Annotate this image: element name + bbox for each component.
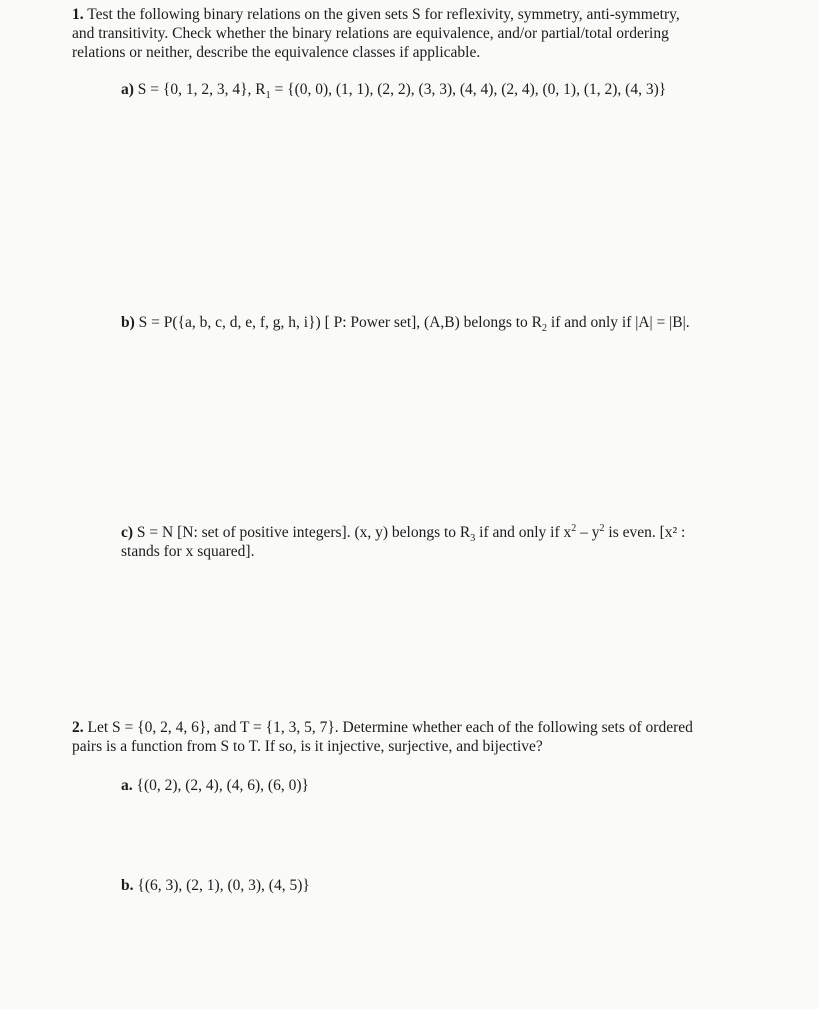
q1-part-c <box>121 522 686 545</box>
q1-line-2: and transitivity. Check whether the binary relations are equivalence, and/or partial/total ordering <box>72 25 669 42</box>
q2-part-a <box>121 776 309 795</box>
q2-a-text: {(0, 2), (2, 4), (4, 6), (6, 0)} <box>136 777 309 794</box>
q1-line-1 <box>72 5 680 24</box>
part-b-label: b) <box>121 314 135 331</box>
q2-b-text: {(6, 3), (2, 1), (0, 3), (4, 5)} <box>137 877 310 894</box>
q2-b-label: b. <box>121 877 134 894</box>
part-a-label: a) <box>121 81 134 98</box>
superscript: 2 <box>599 522 605 534</box>
subscript: 1 <box>265 90 271 102</box>
part-c-label: c) <box>121 524 134 541</box>
q2-a-label: a. <box>121 777 133 794</box>
subscript: 2 <box>542 323 548 335</box>
part-b-text-post: if and only if |A| = |B|. <box>547 314 690 331</box>
part-c-text-mid2: – y <box>576 524 600 541</box>
q1-number: 1. <box>72 6 84 23</box>
q2-line-1 <box>72 718 693 737</box>
q1-text: Test the following binary relations on the given sets S for reflexivity, symmetry, anti-symmetry, <box>87 6 680 23</box>
part-b-text: S = P({a, b, c, d, e, f, g, h, i}) [ P: Power set], (A,B) belongs to R <box>138 314 543 331</box>
q1-line-3: relations or neither, describe the equivalence classes if applicable. <box>72 44 481 61</box>
q2-line-2: pairs is a function from S to T. If so, is it injective, surjective, and bijective? <box>72 738 543 755</box>
part-c-text: S = N [N: set of positive integers]. (x, y) belongs to R <box>136 524 471 541</box>
q2-text: Let S = {0, 2, 4, 6}, and T = {1, 3, 5, 7}. Determine whether each of the following sets of ordered <box>87 719 693 736</box>
part-a-text: S = {0, 1, 2, 3, 4}, R <box>137 81 266 98</box>
part-c-text-mid: if and only if x <box>475 524 572 541</box>
q1-part-a <box>121 80 667 102</box>
part-a-text-post: = {(0, 0), (1, 1), (2, 2), (3, 3), (4, 4), (2, 4), (0, 1), (1, 2), (4, 3)} <box>270 81 667 98</box>
q2-number: 2. <box>72 719 84 736</box>
q1-part-b <box>121 313 690 335</box>
q1-part-c-line-2: stands for x squared]. <box>121 543 255 560</box>
superscript: 2 <box>571 522 577 534</box>
subscript: 3 <box>470 533 476 545</box>
q2-part-b <box>121 876 310 895</box>
part-c-text-post: is even. [x² : <box>604 524 686 541</box>
